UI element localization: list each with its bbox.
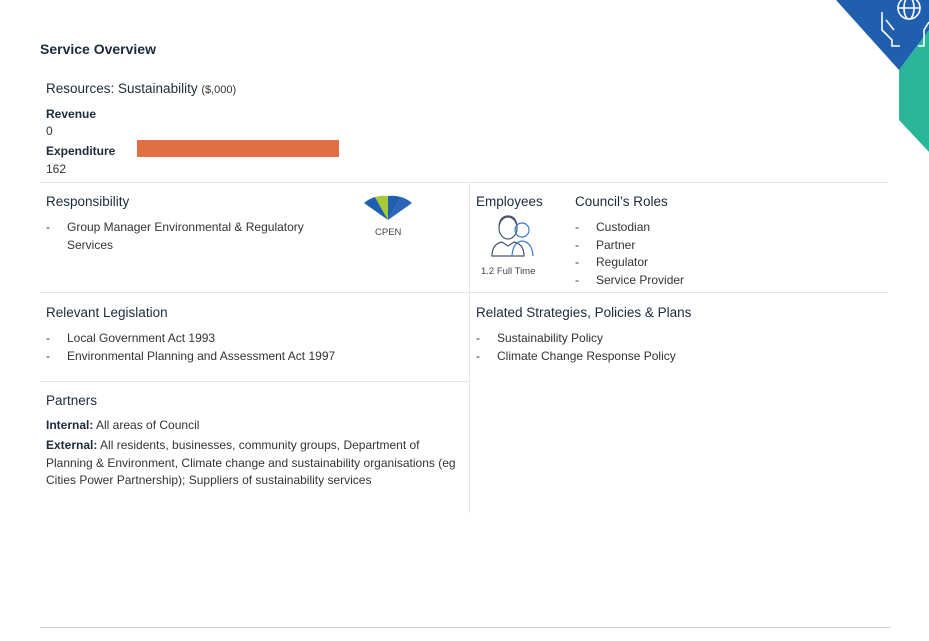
- column-divider: [469, 183, 470, 513]
- roles-list: [575, 219, 775, 289]
- expenditure-value: 162: [46, 162, 67, 176]
- employees-heading: Employees: [476, 194, 543, 209]
- list-item: - Partner: [575, 237, 775, 255]
- internal-label: Internal:: [46, 418, 94, 432]
- list-item: - Regulator: [575, 254, 775, 272]
- strategies-list: [476, 330, 876, 365]
- responsibility-heading: Responsibility: [46, 194, 130, 209]
- responsibility-list: [46, 219, 346, 254]
- cpen-label: CPEN: [375, 227, 402, 238]
- resources-heading: [46, 81, 236, 96]
- page-title: Service Overview: [40, 41, 156, 57]
- list-item: - Climate Change Response Policy: [476, 348, 876, 366]
- external-label: External:: [46, 438, 98, 452]
- partners-heading: Partners: [46, 393, 98, 408]
- list-item: - Group Manager Environmental & Regulatory Services: [46, 219, 346, 254]
- partners-external: [46, 437, 461, 490]
- divider: [40, 182, 888, 183]
- revenue-label: Revenue: [46, 107, 97, 121]
- legislation-list: [46, 330, 456, 365]
- partners-internal: [46, 417, 461, 435]
- divider: [40, 381, 469, 382]
- external-text: All residents, businesses, community groups, Department of Planning & Environment, Climate change and sustainability organisations (eg Cities Power Partnership); Suppliers of sustainability services: [46, 438, 456, 487]
- resources-unit: ($,000): [201, 84, 237, 96]
- cpen-fan-chart: [363, 194, 413, 222]
- footer-divider: [40, 627, 890, 628]
- expenditure-label: Expenditure: [46, 144, 116, 158]
- employees-caption: 1.2 Full Time: [481, 266, 536, 277]
- employees-icon: [488, 212, 536, 260]
- internal-text: All areas of Council: [93, 418, 200, 432]
- roles-heading: Council’s Roles: [575, 194, 668, 209]
- list-item: - Environmental Planning and Assessment Act 1997: [46, 348, 456, 366]
- legislation-heading: Relevant Legislation: [46, 305, 168, 320]
- list-item: - Sustainability Policy: [476, 330, 876, 348]
- resources-title: Resources: Sustainability: [46, 81, 198, 96]
- divider: [40, 292, 888, 293]
- revenue-value: 0: [46, 124, 53, 138]
- list-item: - Service Provider: [575, 272, 775, 290]
- list-item: - Custodian: [575, 219, 775, 237]
- expenditure-bar: [137, 140, 339, 157]
- corner-decoration: [834, 0, 929, 155]
- strategies-heading: Related Strategies, Policies & Plans: [476, 305, 692, 320]
- list-item: - Local Government Act 1993: [46, 330, 456, 348]
